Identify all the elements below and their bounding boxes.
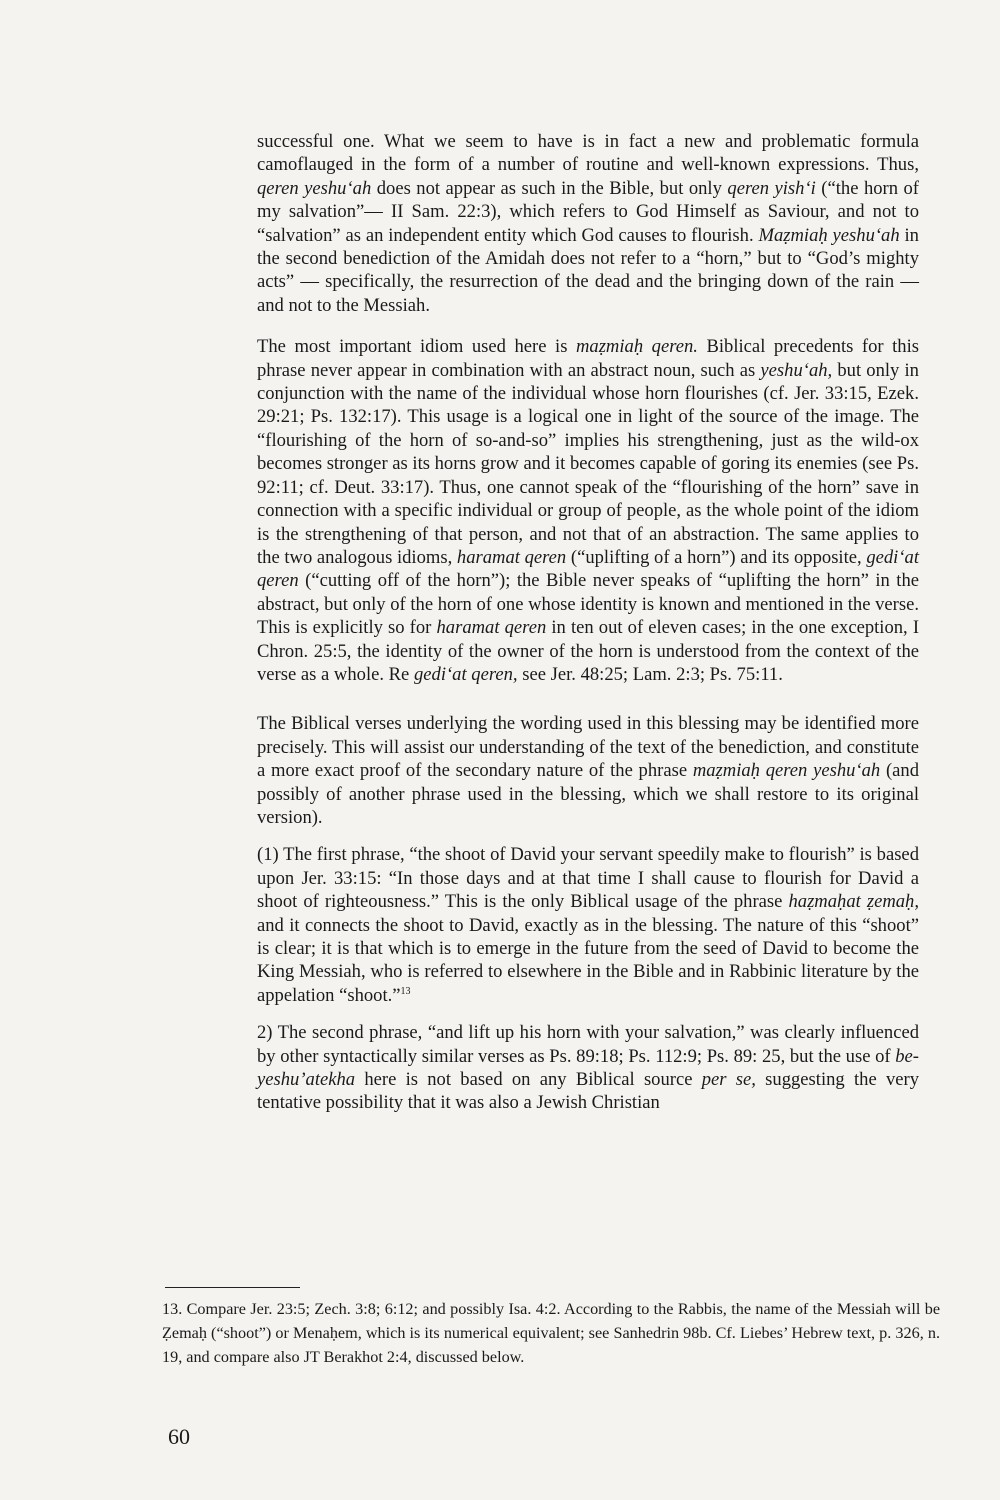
footnote-text bbox=[162, 1297, 940, 1369]
text-run: in ten out of eleven cases; in the one exception, I Chron. 25:5, the identity of the owner of the horn is understood from the context of the verse as a whole. Re bbox=[257, 617, 920, 685]
text-run: here is not based on any Biblical source bbox=[355, 1069, 702, 1091]
page-number: 60 bbox=[168, 1424, 190, 1449]
italic-term: gedi‘at qeren, bbox=[413, 663, 518, 685]
paragraph bbox=[257, 335, 919, 686]
text-run: successful one. What we seem to have is in fact a new and problematic formula camoflauged in the form of a number of routine and well-known expressions. Thus, bbox=[257, 131, 919, 176]
italic-term: maẓmiaḥ qeren. bbox=[575, 336, 698, 358]
text-run: Biblical precedents for this phrase never appear in combination with an abstract noun, such as bbox=[257, 336, 919, 381]
italic-term: be-yeshu’atekha bbox=[257, 1045, 919, 1091]
italic-term: gedi‘at qeren bbox=[257, 546, 919, 592]
text-run: (and possibly of another phrase used in the blessing, which we shall restore to its original version). bbox=[257, 760, 919, 828]
text-run: in the second benediction of the Amidah does not refer to a “horn,” but to “God’s mighty acts” — specifically, the resurrection of the dead and the bringing down of the rain — and not to the Messiah. bbox=[257, 224, 919, 316]
footnote-body bbox=[162, 1300, 940, 1366]
text-run: (“cutting off of the horn”); the Bible never speaks of “uplifting the horn” in the abstract, but only of the horn of one whose identity is known and mentioned in the verse. This is explicitly so for bbox=[257, 570, 920, 639]
text-run: see Jer. 48:25; Lam. 2:3; Ps. 75:11. bbox=[517, 663, 783, 685]
text-run: (“the horn of my salvation”— II Sam. 22:3), which refers to God Himself as Saviour, and not to “salvation” as an independent entity which God causes to flourish. bbox=[257, 177, 919, 246]
paragraph bbox=[257, 130, 919, 317]
paragraph bbox=[257, 843, 919, 1007]
italic-term: haẓmaḥat ẓemaḥ, bbox=[788, 891, 920, 913]
text-run: but only in conjunction with the name of the individual whose horn flourishes (cf. Jer. 33:15, Ezek. 29:21; Ps. 132:17). This usage is a logical one in light of the source of the image. The “flourishing of the horn of so-and-so” implies his strengthening, just as the wild-ox becomes stronger as its horns grow and it becomes capable of goring its enemies (see Ps. 92:11; cf. Deut. 33:17). Thus, one cannot speak of the “flourishing of the horn” save in connection with a specific individual or group of people, as the whole point of the idiom is the strengthening of that person, and not that of an abstraction. The same applies to the two analogous idioms, bbox=[257, 359, 919, 568]
footnote-ref: 13 bbox=[400, 985, 411, 997]
italic-term: haramat qeren bbox=[436, 617, 547, 639]
italic-term: qeren yeshu‘ah bbox=[257, 177, 372, 199]
italic-term: yeshu‘ah, bbox=[760, 359, 833, 381]
italic-term: maẓmiaḥ qeren yeshu‘ah bbox=[692, 760, 881, 782]
text-run: The most important idiom used here is bbox=[257, 336, 576, 358]
text-run: Compare Jer. 23:5; Zech. 3:8; 6:12; and possibly Isa. 4:2. According to the Rabbis, the name of the Messiah will be Ẓemaḥ (“shoot”) or Menaḥem, which is its numerical equivalent; see Sanhedrin 98b. Cf. Liebes’ Hebrew text, p. 326, n. 19, and compare also JT Berakhot 2:4, discussed below. bbox=[162, 1300, 941, 1366]
text-run: does not appear as such in the Bible, but only bbox=[371, 177, 728, 199]
italic-term: Maẓmiaḥ yeshu‘ah bbox=[758, 224, 900, 246]
body-text bbox=[257, 130, 919, 1115]
footnote-divider bbox=[165, 1287, 300, 1288]
text-run: and it connects the shoot to David, exactly as in the blessing. The nature of this “shoot” is clear; it is that which is to emerge in the future from the seed of David to become the King Messiah, who is referred to elsewhere in the Bible and in Rabbinic literature by the appelation “shoot.” bbox=[257, 914, 919, 1006]
text-run: The Biblical verses underlying the wording used in this blessing may be identified more precisely. This will assist our understanding of the text of the benediction, and constitute a more exact proof of the secondary nature of the phrase bbox=[257, 713, 919, 782]
text-run: suggesting the very tentative possibility that it was also a Jewish Christian bbox=[257, 1069, 919, 1114]
text-run: (1) The first phrase, “the shoot of David your servant speedily make to flourish” is based upon Jer. 33:15: “In those days and at that time I shall cause to flourish for David a shoot of righteousness.” This is the only Biblical usage of the phrase bbox=[257, 844, 919, 913]
italic-term: haramat qeren bbox=[456, 546, 567, 568]
paragraph bbox=[257, 712, 919, 829]
italic-term: per se, bbox=[701, 1069, 756, 1091]
italic-term: qeren yish‘i bbox=[727, 177, 816, 199]
footnote-number: 13. bbox=[162, 1300, 183, 1318]
footnote bbox=[162, 1297, 940, 1369]
text-run: 2) The second phrase, “and lift up his horn with your salvation,” was clearly influenced by other syntactically similar verses as Ps. 89:18; Ps. 112:9; Ps. 89: 25, but the use of bbox=[257, 1022, 919, 1067]
text-run: (“uplifting of a horn”) and its opposite, bbox=[566, 546, 867, 568]
paragraph bbox=[257, 1021, 919, 1115]
